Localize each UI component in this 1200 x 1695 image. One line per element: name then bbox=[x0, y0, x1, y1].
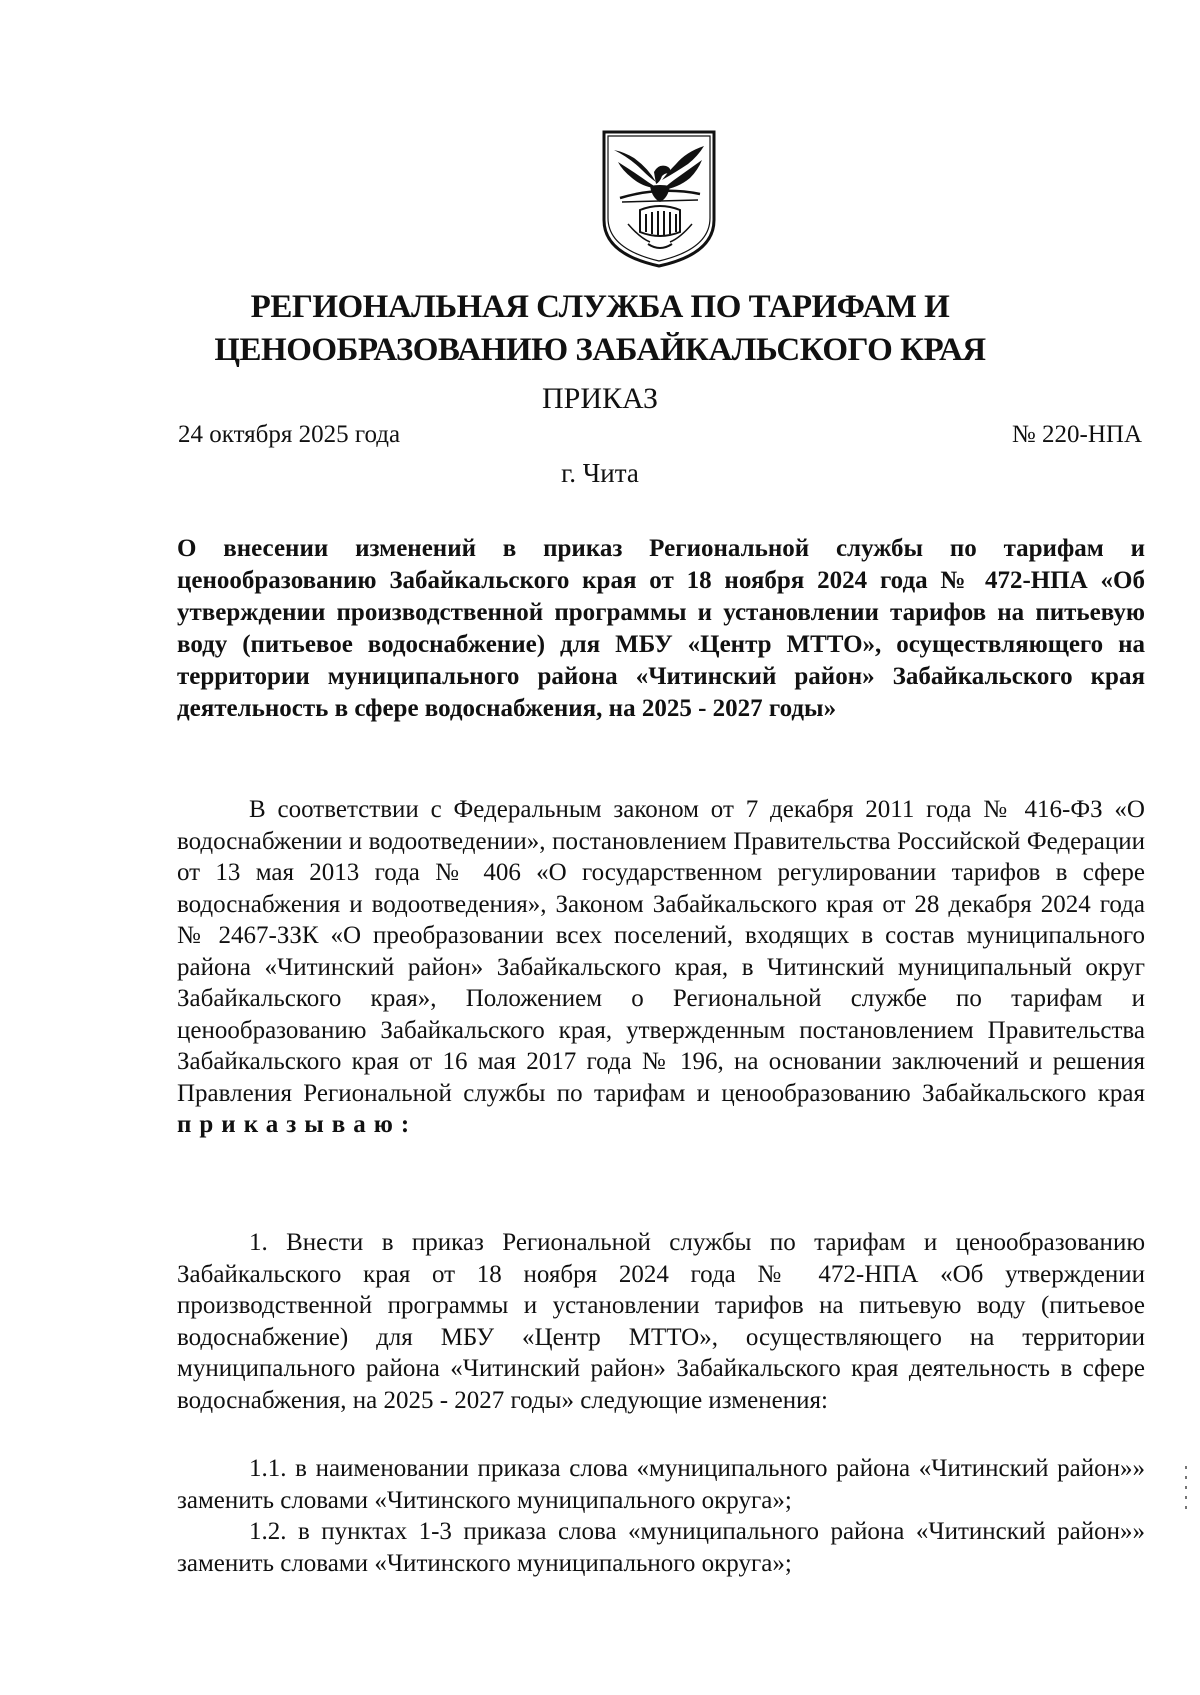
document-number: № 220-НПА bbox=[1011, 421, 1142, 448]
coat-of-arms-emblem bbox=[600, 128, 718, 268]
scan-margin-marks bbox=[1183, 1466, 1189, 1516]
order-item-1-2 bbox=[177, 1516, 1145, 1579]
organization-title-line-1: РЕГИОНАЛЬНАЯ СЛУЖБА ПО ТАРИФАМ И bbox=[250, 289, 950, 325]
document-city: г. Чита bbox=[561, 458, 639, 488]
order-word: приказываю: bbox=[177, 1111, 418, 1138]
preamble-paragraph bbox=[177, 794, 1145, 1141]
order-item-1-1 bbox=[177, 1453, 1145, 1516]
order-item-1 bbox=[177, 1227, 1145, 1416]
document-subject: О внесении изменений в приказ Региональной службы по тарифам и ценообразованию Забайкальского края от 18 ноября 2024 года № 472-НПА «Об утверждении производственной программы и установлении тарифов на питьевую воду (питьевое водоснабжение) для МБУ «Центр МТТО», осуществляющего на территории муниципального района «Читинский район» Забайкальского края деятельность в сфере водоснабжения, на 2025 - 2027 годы» bbox=[177, 535, 1145, 722]
order-item-1-2-text: 1.2. в пунктах 1-3 приказа слова «муниципального района «Читинский район»» заменить словами «Читинского муниципального округа»; bbox=[177, 1518, 1145, 1577]
document-date: 24 октября 2025 года bbox=[178, 421, 401, 448]
order-item-1-text: 1. Внести в приказ Региональной службы по тарифам и ценообразованию Забайкальского края от 18 ноября 2024 года № 472-НПА «Об утверждении производственной программы и установлении тарифов на питьевую воду (питьевое водоснабжение) для МБУ «Центр МТТО», осуществляющего на территории муниципального района «Читинский район» Забайкальского края деятельность в сфере водоснабжения, на 2025 - 2027 годы» следующие изменения: bbox=[177, 1229, 1145, 1414]
preamble-text: В соответствии с Федеральным законом от 7 декабря 2011 года № 416-ФЗ «О водоснабжении и водоотведении», постановлением Правительства Российской Федерации от 13 мая 2013 года № 406 «О государственном регулировании тарифов в сфере водоснабжения и водоотведения», Законом Забайкальского края от 28 декабря 2024 года № 2467-ЗЗК «О преобразовании всех поселений, входящих в состав муниципального района «Читинский район» Забайкальского края, в Читинский муниципальный округ Забайкальского края», Положением о Региональной службе по тарифам и ценообразованию Забайкальского края, утвержденным постановлением Правительства Забайкальского края от 16 мая 2017 года № 196, на основании заключений и решения Правления Региональной службы по тарифам и ценообразованию Забайкальского края bbox=[177, 796, 1145, 1107]
document-type: ПРИКАЗ bbox=[542, 382, 658, 415]
organization-title-line-2: ЦЕНООБРАЗОВАНИЮ ЗАБАЙКАЛЬСКОГО КРАЯ bbox=[214, 332, 986, 368]
order-item-1-1-text: 1.1. в наименовании приказа слова «муниципального района «Читинский район»» заменить словами «Читинского муниципального округа»; bbox=[177, 1455, 1145, 1514]
organization-title bbox=[150, 286, 1050, 372]
